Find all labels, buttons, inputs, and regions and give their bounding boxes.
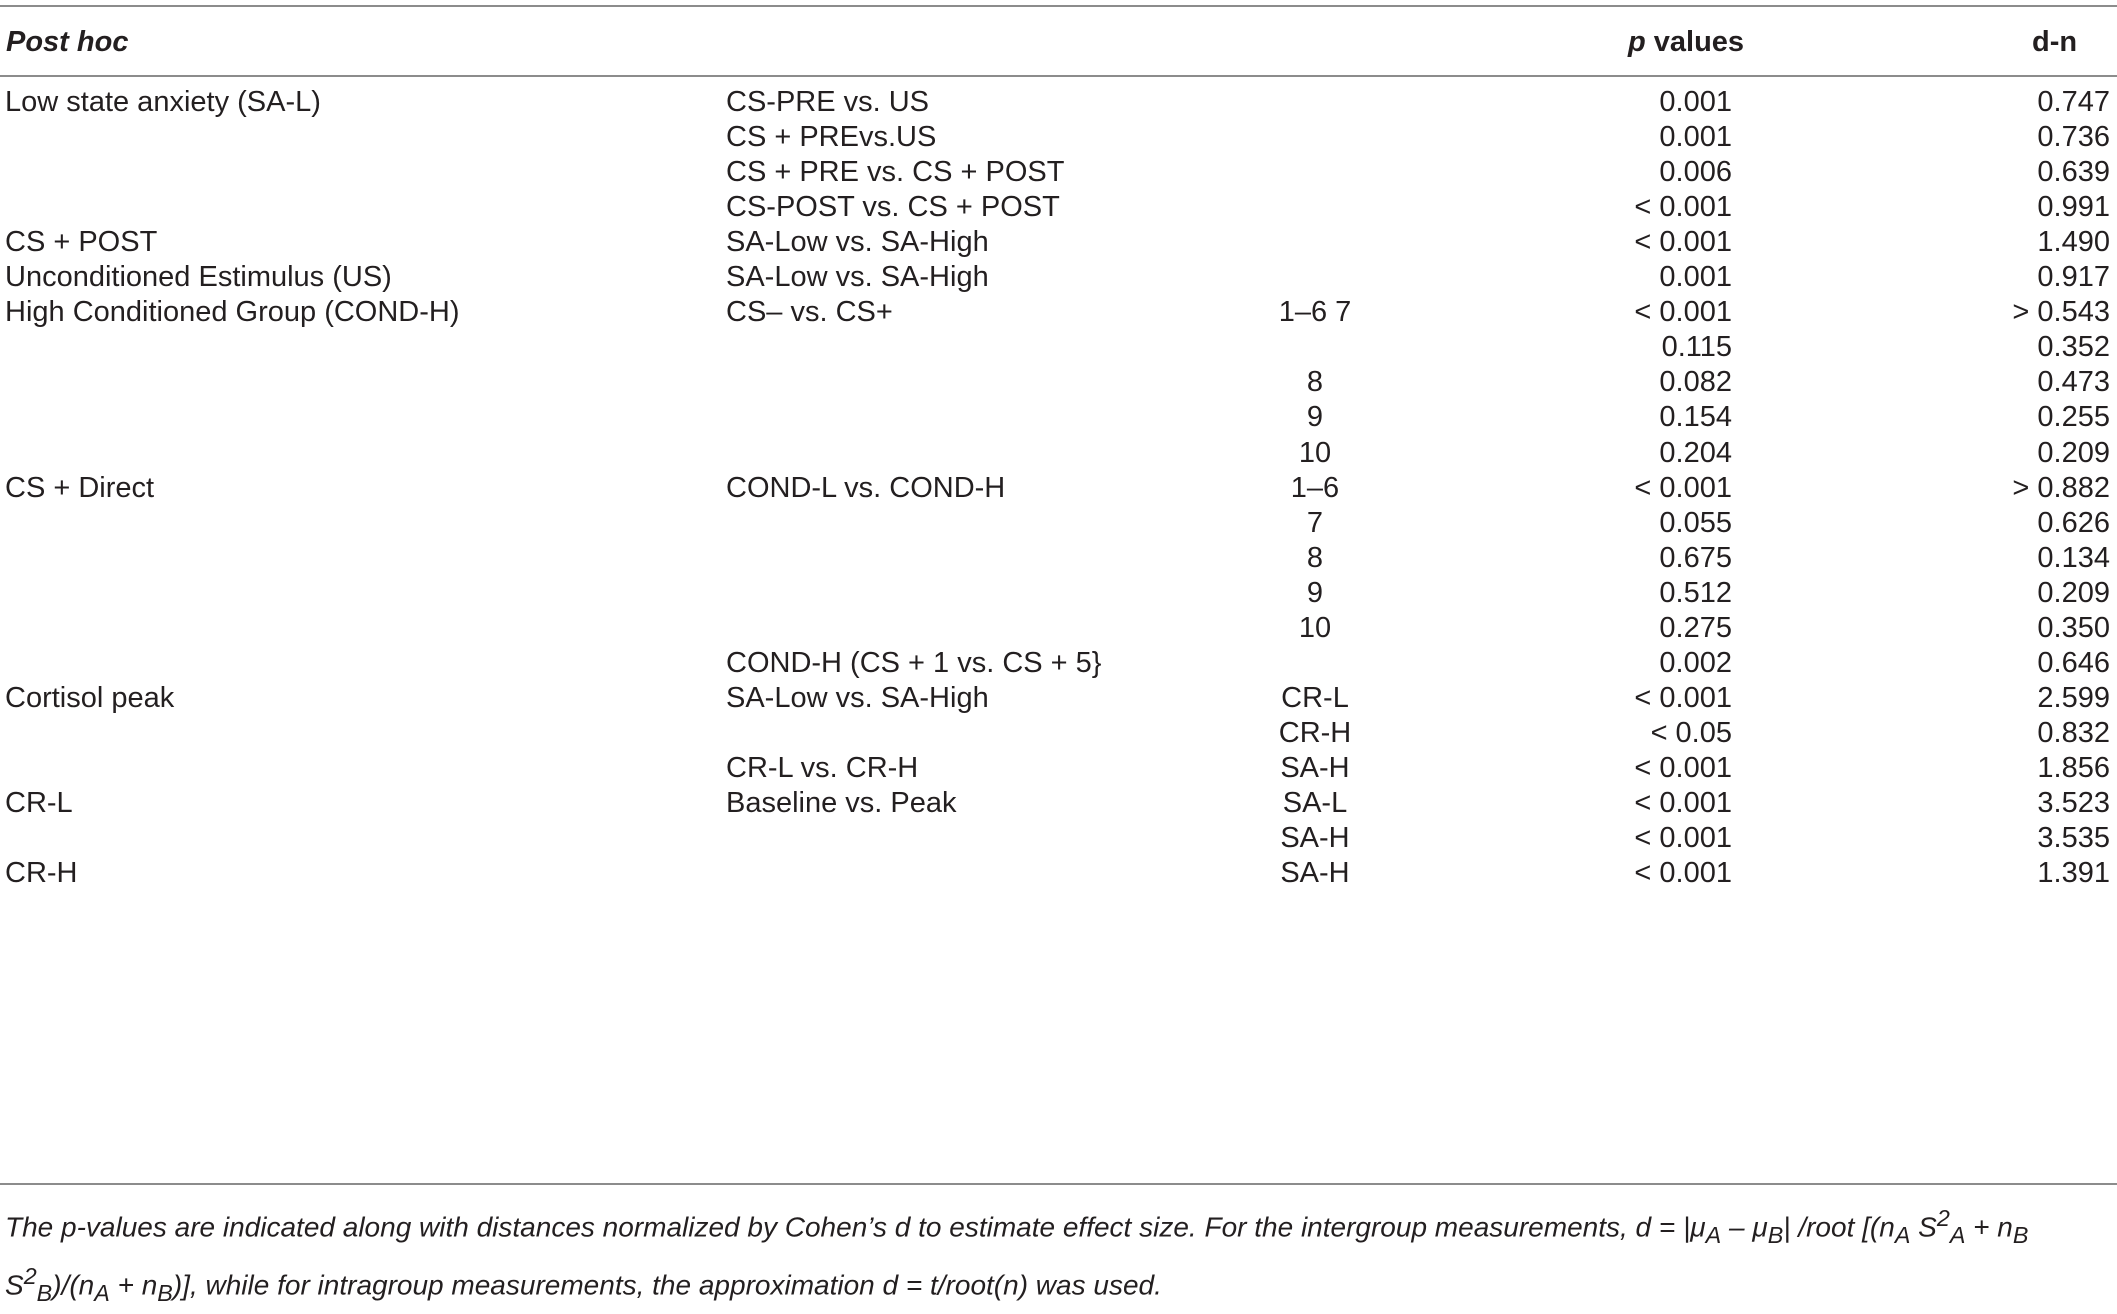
col-condition: SA-H bbox=[1280, 857, 1350, 890]
col-comparison: CS– vs. CS+ bbox=[726, 296, 893, 329]
col-effect-size: 0.134 bbox=[2037, 541, 2110, 574]
col-comparison: COND-H (CS + 1 vs. CS + 5} bbox=[726, 646, 1102, 679]
footnote-text: )], while for intragroup measurements, the approximation d = t/root(n) was used. bbox=[172, 1269, 1162, 1301]
header-post-hoc: Post hoc bbox=[6, 26, 129, 58]
col-condition: 9 bbox=[1306, 576, 1324, 609]
col-condition: SA-L bbox=[1282, 787, 1348, 819]
col-p-value: < 0.001 bbox=[1634, 296, 1732, 329]
col-condition: CR-H bbox=[1278, 716, 1352, 749]
col-effect-size: 1.391 bbox=[2037, 857, 2110, 890]
col-p-value: 0.055 bbox=[1659, 506, 1732, 539]
col-p-value: 0.082 bbox=[1659, 366, 1732, 399]
col-effect-size: 0.991 bbox=[2037, 191, 2110, 224]
col-post-hoc: Unconditioned Estimulus (US) bbox=[5, 261, 392, 294]
footnote-text: S bbox=[1910, 1211, 1937, 1243]
col-p-value: 0.275 bbox=[1659, 611, 1732, 644]
col-post-hoc: CR-H bbox=[5, 857, 78, 890]
col-comparison: CS + PREvs.US bbox=[726, 121, 937, 154]
footnote-text: – μ bbox=[1721, 1211, 1768, 1243]
footnote-sup: 2 bbox=[23, 1262, 37, 1289]
col-condition: 9 bbox=[1306, 401, 1324, 434]
col-post-hoc: CS + Direct bbox=[5, 471, 155, 504]
table-bottom-rule bbox=[0, 1183, 2117, 1185]
col-comparison: SA-Low vs. SA-High bbox=[726, 681, 989, 714]
header-p-italic: p bbox=[1628, 26, 1646, 58]
col-p-value: < 0.001 bbox=[1634, 857, 1732, 890]
col-effect-size: 3.523 bbox=[2037, 787, 2110, 819]
col-p-value: < 0.001 bbox=[1634, 681, 1732, 714]
col-effect-size: > 0.543 bbox=[2012, 296, 2110, 329]
col-p-value: < 0.001 bbox=[1634, 226, 1732, 259]
col-p-value: 0.115 bbox=[1661, 331, 1732, 364]
table-top-rule bbox=[0, 5, 2117, 7]
header-d-n: d-n bbox=[2032, 26, 2078, 58]
footnote-sup: 2 bbox=[1936, 1205, 1950, 1231]
col-effect-size: 2.599 bbox=[2037, 681, 2110, 714]
col-comparison: SA-Low vs. SA-High bbox=[726, 226, 989, 259]
col-condition: SA-H bbox=[1280, 751, 1350, 784]
table-footnote bbox=[5, 1198, 2112, 1314]
footnote-sub: A bbox=[1949, 1221, 1966, 1248]
col-condition: 10 bbox=[1298, 611, 1332, 644]
col-p-value: < 0.001 bbox=[1634, 751, 1732, 784]
footnote-sub: B bbox=[36, 1279, 53, 1306]
footnote-text: | /root [(n bbox=[1783, 1211, 1895, 1243]
col-effect-size: 0.917 bbox=[2037, 261, 2110, 294]
col-post-hoc: CS + POST bbox=[5, 226, 158, 259]
table-header-rule bbox=[0, 75, 2117, 77]
header-p-values bbox=[1628, 20, 1748, 64]
col-p-value: < 0.001 bbox=[1634, 191, 1732, 224]
col-p-value: 0.512 bbox=[1659, 576, 1732, 609]
col-effect-size: 0.209 bbox=[2037, 436, 2110, 469]
col-p-value: 0.154 bbox=[1659, 401, 1732, 434]
footnote-sub: B bbox=[1767, 1221, 1784, 1248]
col-p-value: < 0.001 bbox=[1634, 471, 1732, 504]
col-condition: 7 bbox=[1306, 506, 1324, 539]
footnote-sub: A bbox=[94, 1279, 110, 1306]
col-comparison: SA-Low vs. SA-High bbox=[726, 261, 989, 294]
col-condition: SA-H bbox=[1280, 822, 1350, 855]
col-comparison: Baseline vs. Peak bbox=[726, 787, 957, 819]
col-effect-size: 0.255 bbox=[2037, 401, 2110, 434]
col-effect-size: 0.639 bbox=[2037, 156, 2110, 189]
header-p-rest: values bbox=[1645, 26, 1745, 58]
col-comparison: CS-PRE vs. US bbox=[726, 86, 930, 118]
footnote-sub: A bbox=[1894, 1221, 1911, 1248]
col-effect-size: 0.832 bbox=[2037, 716, 2110, 749]
col-p-value: < 0.001 bbox=[1634, 787, 1732, 819]
col-post-hoc: Cortisol peak bbox=[5, 681, 175, 714]
footnote-sub: B bbox=[2012, 1221, 2029, 1248]
footnote-text: S bbox=[5, 1269, 24, 1301]
footnote-text: + n bbox=[1965, 1211, 2013, 1243]
col-effect-size: 0.736 bbox=[2037, 121, 2110, 154]
col-comparison: CS + PRE vs. CS + POST bbox=[726, 156, 1065, 189]
footnote-text: + n bbox=[109, 1269, 158, 1301]
col-p-value: 0.002 bbox=[1659, 646, 1732, 679]
col-effect-size: 0.352 bbox=[2037, 331, 2110, 364]
col-p-value: 0.001 bbox=[1659, 121, 1732, 154]
col-condition: 10 bbox=[1298, 436, 1332, 469]
footnote-text: The p-values are indicated along with distances normalized by Cohen’s d to estimate effect size. For the intergroup measurements, d = |μ bbox=[5, 1211, 1706, 1243]
col-effect-size: 1.856 bbox=[2037, 751, 2110, 784]
col-condition: 8 bbox=[1306, 541, 1324, 574]
col-p-value: 0.204 bbox=[1659, 436, 1732, 469]
col-effect-size: 1.490 bbox=[2037, 226, 2110, 259]
col-post-hoc: Low state anxiety (SA-L) bbox=[5, 86, 321, 118]
col-p-value: 0.675 bbox=[1659, 541, 1732, 574]
col-effect-size: 0.747 bbox=[2037, 86, 2110, 118]
col-effect-size: > 0.882 bbox=[2012, 471, 2110, 504]
col-condition: 8 bbox=[1306, 366, 1324, 399]
col-effect-size: 0.350 bbox=[2037, 611, 2110, 644]
col-p-value: < 0.05 bbox=[1650, 716, 1732, 749]
col-comparison: COND-L vs. COND-H bbox=[726, 471, 1006, 504]
col-comparison: CS-POST vs. CS + POST bbox=[726, 191, 1060, 224]
col-condition: CR-L bbox=[1281, 681, 1349, 714]
footnote-text: )/(n bbox=[52, 1269, 95, 1301]
col-post-hoc: High Conditioned Group (COND-H) bbox=[5, 296, 460, 329]
col-p-value: < 0.001 bbox=[1634, 822, 1732, 855]
col-p-value: 0.001 bbox=[1659, 261, 1732, 294]
col-p-value: 0.001 bbox=[1659, 86, 1732, 118]
footnote-sub: A bbox=[1705, 1221, 1722, 1248]
col-condition: 1–6 7 bbox=[1278, 296, 1352, 329]
col-p-value: 0.006 bbox=[1659, 156, 1732, 189]
col-post-hoc: CR-L bbox=[5, 787, 73, 819]
col-effect-size: 0.626 bbox=[2037, 506, 2110, 539]
col-effect-size: 0.473 bbox=[2037, 366, 2110, 399]
table-row bbox=[0, 850, 2117, 897]
col-condition: 1–6 bbox=[1290, 471, 1340, 504]
col-effect-size: 0.209 bbox=[2037, 576, 2110, 609]
col-comparison: CR-L vs. CR-H bbox=[726, 751, 919, 784]
col-effect-size: 3.535 bbox=[2037, 822, 2110, 855]
col-effect-size: 0.646 bbox=[2037, 646, 2110, 679]
footnote-sub: B bbox=[157, 1279, 173, 1306]
